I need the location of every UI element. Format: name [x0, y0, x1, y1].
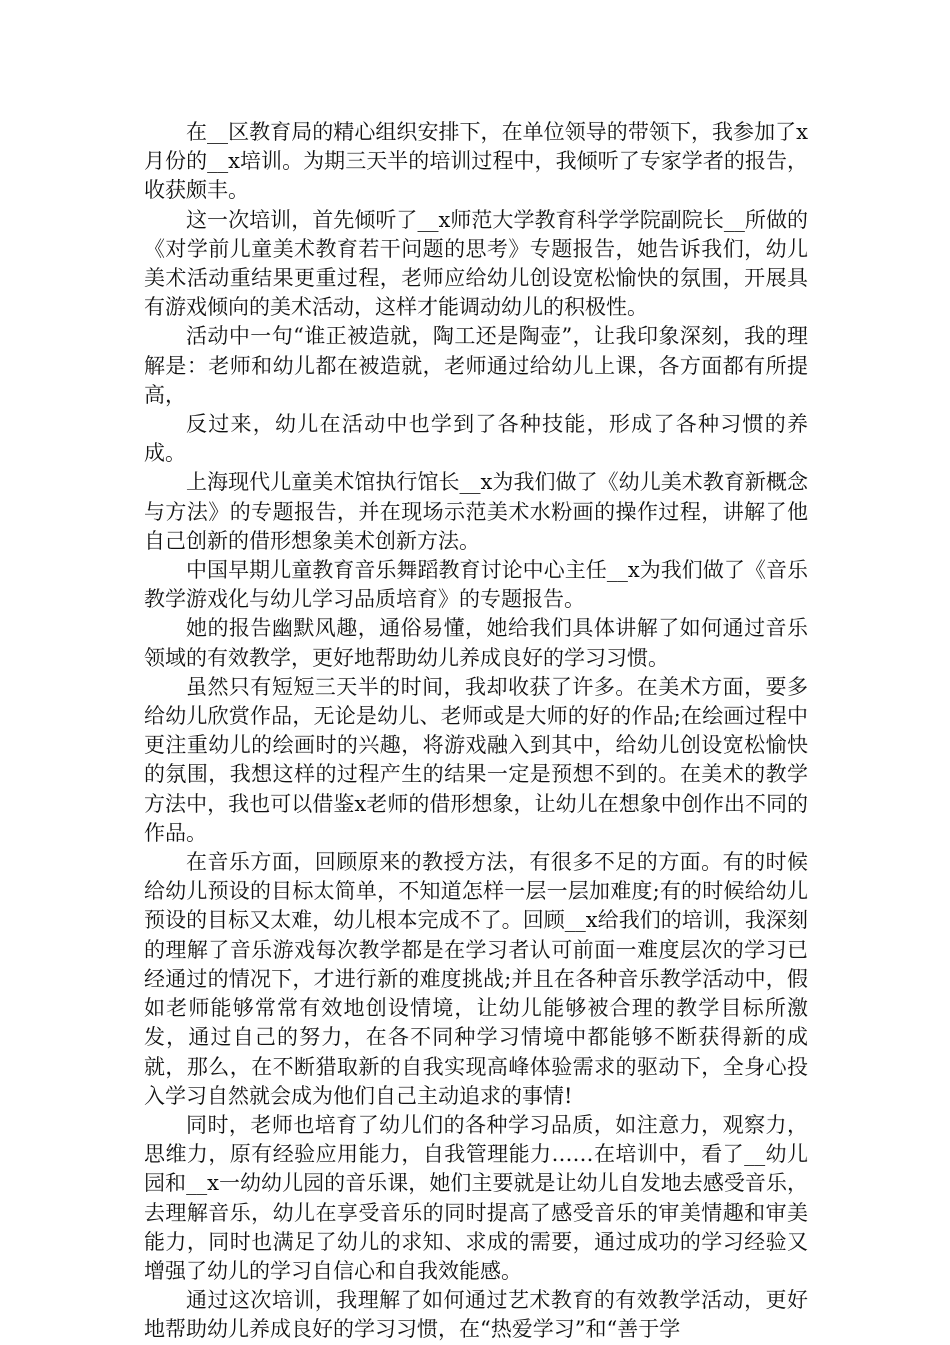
- document-body: [144, 118, 808, 1345]
- paragraph: 在音乐方面，回顾原来的教授方法，有很多不足的方面。有的时候给幼儿预设的目标太简单，不知道怎样一层一层加难度;有的时候给幼儿预设的目标又太难，幼儿根本完成不了。回顾__x给我们的培训，我深刻的理解了音乐游戏每次教学都是在学习者认可前面一难度层次的学习已经通过的情况下，才进行新的难度挑战;并且在各种音乐教学活动中，假如老师能够常常有效地创设情境，让幼儿能够被合理的教学目标所激发，通过自己的努力，在各不同种学习情境中都能够不断获得新的成就，那么，在不断猎取新的自我实现高峰体验需求的驱动下，全身心投入学习自然就会成为他们自己主动追求的事情!: [144, 850, 808, 1108]
- paragraph: 反过来，幼儿在活动中也学到了各种技能，形成了各种习惯的养成。: [144, 412, 808, 466]
- paragraph: 上海现代儿童美术馆执行馆长__x为我们做了《幼儿美术教育新概念与方法》的专题报告，并在现场示范美术水粉画的操作过程，讲解了他自己创新的借形想象美术创新方法。: [144, 470, 808, 553]
- paragraph: 中国早期儿童教育音乐舞蹈教育讨论中心主任__x为我们做了《音乐教学游戏化与幼儿学习品质培育》的专题报告。: [144, 558, 808, 612]
- paragraph: 活动中一句“谁正被造就，陶工还是陶壶”，让我印象深刻，我的理解是：老师和幼儿都在被造就，老师通过给幼儿上课，各方面都有所提高，: [144, 324, 808, 407]
- paragraph: 她的报告幽默风趣，通俗易懂，她给我们具体讲解了如何通过音乐领域的有效教学，更好地帮助幼儿养成良好的学习习惯。: [144, 616, 808, 670]
- paragraph: 在__区教育局的精心组织安排下，在单位领导的带领下，我参加了x月份的__x培训。为期三天半的培训过程中，我倾听了专家学者的报告，收获颇丰。: [144, 120, 808, 203]
- paragraph: 通过这次培训，我理解了如何通过艺术教育的有效教学活动，更好地帮助幼儿养成良好的学习习惯，在“热爱学习”和“善于学: [144, 1288, 808, 1342]
- paragraph: 这一次培训，首先倾听了__x师范大学教育科学学院副院长__所做的《对学前儿童美术教育若干问题的思考》专题报告，她告诉我们，幼儿美术活动重结果更重过程，老师应给幼儿创设宽松愉快的氛围，开展具有游戏倾向的美术活动，这样才能调动幼儿的积极性。: [144, 207, 808, 320]
- paragraph: 虽然只有短短三天半的时间，我却收获了许多。在美术方面，要多给幼儿欣赏作品，无论是幼儿、老师或是大师的好的作品;在绘画过程中更注重幼儿的绘画时的兴趣，将游戏融入到其中，给幼儿创设宽松愉快的氛围，我想这样的过程产生的结果一定是预想不到的。在美术的教学方法中，我也可以借鉴x老师的借形想象，让幼儿在想象中创作出不同的作品。: [144, 674, 808, 845]
- paragraph: 同时，老师也培育了幼儿们的各种学习品质，如注意力，观察力，思维力，原有经验应用能力，自我管理能力……在培训中，看了__幼儿园和__x一幼幼儿园的音乐课，她们主要就是让幼儿自发地去感受音乐，去理解音乐，幼儿在享受音乐的同时提高了感受音乐的审美情趣和审美能力，同时也满足了幼儿的求知、求成的需要，通过成功的学习经验又增强了幼儿的学习自信心和自我效能感。: [144, 1112, 808, 1283]
